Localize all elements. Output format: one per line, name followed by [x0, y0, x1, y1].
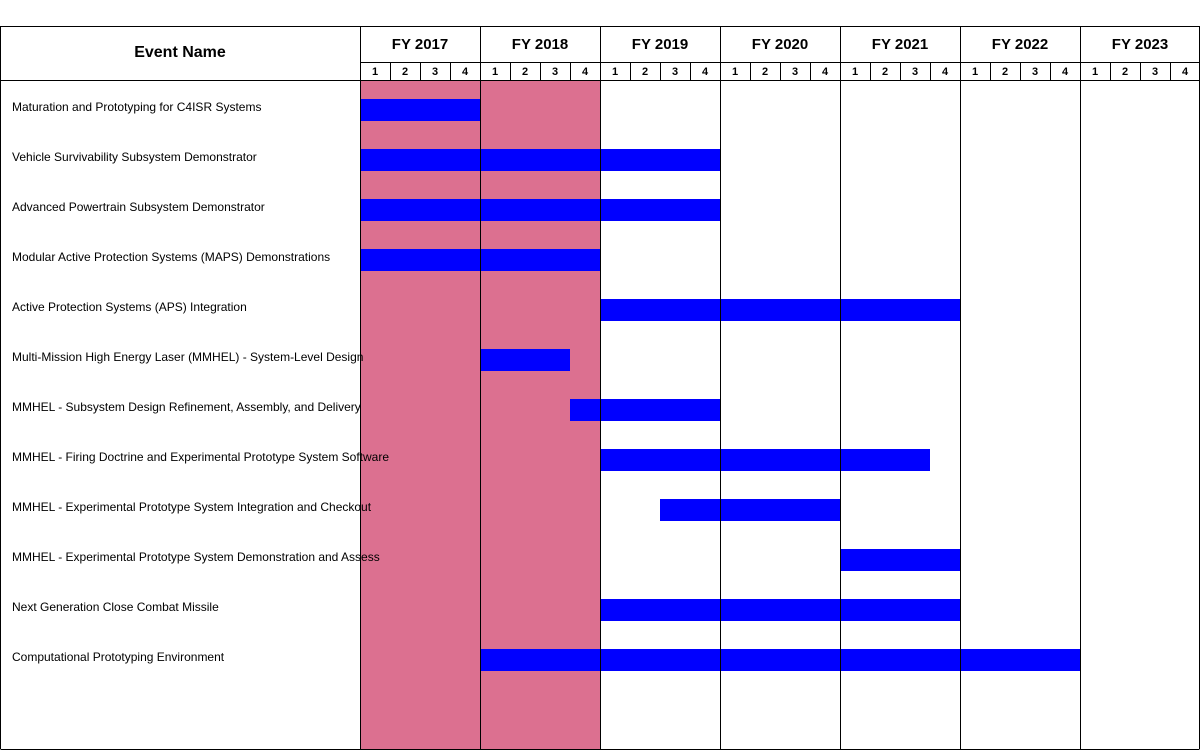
event-label: Active Protection Systems (APS) Integration	[12, 300, 247, 314]
event-bar	[480, 349, 570, 371]
fiscal-year-label: FY 2023	[1111, 35, 1169, 53]
event-bar	[660, 499, 840, 521]
fiscal-year-label: FY 2022	[991, 35, 1049, 53]
event-label: Modular Active Protection Systems (MAPS) Demonstrations	[12, 250, 331, 264]
event-bar	[600, 449, 930, 471]
quarter-label: 3	[431, 65, 439, 78]
event-label: Advanced Powertrain Subsystem Demonstrator	[12, 200, 265, 214]
quarter-label: 3	[1151, 65, 1159, 78]
quarter-label: 2	[1001, 65, 1009, 78]
event-label: Vehicle Survivability Subsystem Demonstrator	[12, 150, 257, 164]
quarter-label: 1	[1091, 65, 1099, 78]
fiscal-year-label: FY 2018	[511, 35, 569, 53]
quarter-label: 2	[641, 65, 649, 78]
quarter-label: 3	[1031, 65, 1039, 78]
quarter-label: 3	[911, 65, 919, 78]
event-bar	[600, 299, 960, 321]
quarter-label: 3	[791, 65, 799, 78]
event-bar	[360, 199, 720, 221]
quarter-label: 4	[701, 65, 709, 78]
quarter-label: 4	[1061, 65, 1069, 78]
quarter-label: 1	[971, 65, 979, 78]
quarter-label: 4	[821, 65, 829, 78]
quarter-label: 2	[521, 65, 529, 78]
quarter-label: 4	[581, 65, 589, 78]
event-bar	[480, 649, 1080, 671]
quarter-label: 4	[1181, 65, 1189, 78]
quarter-label: 1	[731, 65, 739, 78]
quarter-label: 3	[551, 65, 559, 78]
event-bar	[570, 399, 720, 421]
fiscal-year-label: FY 2019	[631, 35, 689, 53]
quarter-label: 4	[461, 65, 469, 78]
event-label: Next Generation Close Combat Missile	[12, 600, 219, 614]
quarter-label: 2	[1121, 65, 1129, 78]
quarter-label: 4	[941, 65, 949, 78]
event-label: MMHEL - Experimental Prototype System Demonstration and Assess	[12, 550, 380, 564]
quarter-label: 1	[371, 65, 379, 78]
event-label: MMHEL - Firing Doctrine and Experimental Prototype System Software	[12, 450, 390, 464]
fiscal-year-label: FY 2021	[871, 35, 929, 53]
quarter-label: 1	[491, 65, 499, 78]
quarter-label: 3	[671, 65, 679, 78]
event-bar	[600, 599, 960, 621]
event-label: Computational Prototyping Environment	[12, 650, 225, 664]
event-label: MMHEL - Subsystem Design Refinement, Assembly, and Delivery	[12, 400, 361, 414]
fiscal-year-label: FY 2017	[391, 35, 449, 53]
quarter-label: 2	[881, 65, 889, 78]
quarter-label: 1	[851, 65, 859, 78]
event-bar	[360, 149, 720, 171]
event-label: MMHEL - Experimental Prototype System Integration and Checkout	[12, 500, 372, 514]
event-label: Multi-Mission High Energy Laser (MMHEL) - System-Level Design	[12, 350, 364, 364]
quarter-label: 1	[611, 65, 619, 78]
event-name-header: Event Name	[134, 44, 226, 61]
quarter-label: 2	[401, 65, 409, 78]
fiscal-year-label: FY 2020	[751, 35, 809, 53]
event-bar	[360, 99, 480, 121]
event-bar	[840, 549, 960, 571]
quarter-label: 2	[761, 65, 769, 78]
event-label: Maturation and Prototyping for C4ISR Systems	[12, 100, 262, 114]
